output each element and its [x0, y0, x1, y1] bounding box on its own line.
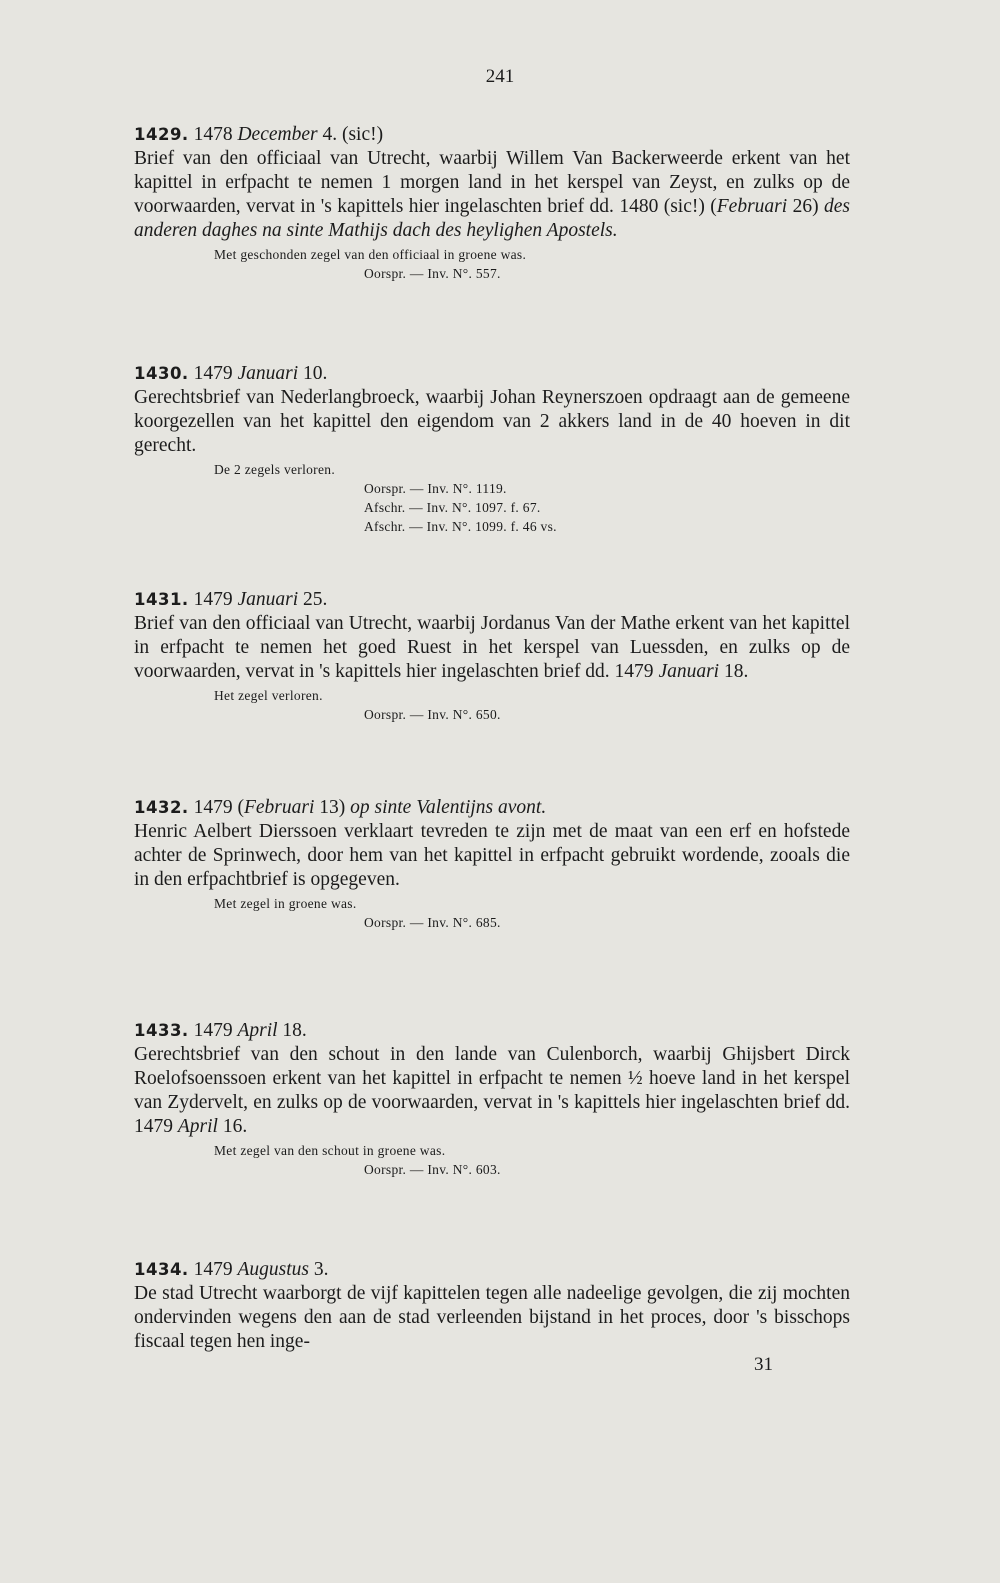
entry-paren: (	[237, 797, 244, 818]
entry-heading	[134, 123, 850, 147]
entry-1431	[134, 588, 850, 724]
entry-day: 3.	[313, 1259, 329, 1280]
entry-day: 25.	[303, 589, 328, 610]
signature-mark: 31	[754, 1354, 773, 1375]
entry-year: 1479	[193, 1020, 233, 1041]
entry-heading	[134, 362, 850, 386]
entry-number: 1434.	[134, 1260, 189, 1279]
entry-text	[134, 612, 850, 684]
entry-year: 1479	[193, 1259, 233, 1280]
entry-day: 4.	[322, 124, 338, 145]
entry-text-part: Brief van den officiaal van Utrecht, waarbij Willem Van Backerweerde erkent van het kapittel in erfpacht te nemen 1 morgen land in het kerspel van Zeyst, en zulks op de voorwaarden, vervat in 's kapittels hier ingelaschten brief dd. 1480 (sic!) (	[134, 148, 850, 217]
entry-text	[134, 147, 850, 243]
entry-text-part: Gerechtsbrief van den schout in den lande van Culenborch, waarbij Ghijsbert Dirck Roelofsoenssoen erkent van het kapittel in erfpacht te nemen ½ hoeve land in het kerspel van Zydervelt, en zulks op de voorwaarden, vervat in 's kapittels hier ingelaschten brief dd. 1479	[134, 1044, 850, 1137]
entry-month: Augustus	[237, 1259, 309, 1280]
entry-date-extra: (sic!)	[341, 124, 384, 145]
entry-text: Henric Aelbert Dierssoen verklaart tevreden te zijn met de maat van een erf en hofstede achter de Sprinwech, door hem van het kapittel in erfpacht gebruikt wordende, zooals die in den erfpachtbrief is opgegeven.	[134, 821, 850, 890]
entry-text-part: Brief van den officiaal van Utrecht, waarbij Jordanus Van der Mathe erkent van het kapittel in erfpacht te nemen het goed Ruest in het kerspel van Luessden, en zulks op de voorwaarden, vervat in 's kapittels hier ingelaschten brief dd. 1479	[134, 613, 850, 682]
entry-day: 10.	[303, 363, 328, 384]
entry-month: Januari	[237, 363, 299, 384]
seal-note: Het zegel verloren.	[214, 688, 323, 703]
entry-number: 1429.	[134, 125, 189, 144]
entry-month: April	[237, 1020, 278, 1041]
entry-text-italic: Februari	[716, 196, 788, 217]
entry-month: December	[237, 124, 318, 145]
entry-text-italic: Januari	[658, 661, 720, 682]
entry-text: De stad Utrecht waarborgt de vijf kapittelen tegen alle nadeelige gevolgen, die zij mochten ondervinden wegens den aan de stad verleenden bijstand in het proces, door 's bisschops fiscaal tegen hen inge-	[134, 1283, 850, 1352]
seal-note: De 2 zegels verloren.	[214, 462, 335, 477]
entry-number: 1430.	[134, 364, 189, 383]
source-reference: Oorspr. — Inv. N°. 685.	[364, 915, 501, 930]
entry-number: 1431.	[134, 590, 189, 609]
entry-number: 1433.	[134, 1021, 189, 1040]
entry-1430	[134, 362, 850, 536]
entry-text-part: 16.	[217, 1116, 248, 1137]
source-reference: Oorspr. — Inv. N°. 557.	[364, 266, 501, 281]
entry-heading	[134, 1019, 850, 1043]
entry-month: Januari	[237, 589, 299, 610]
entry-heading	[134, 1258, 850, 1282]
entry-text-italic: des anderen daghes na sinte Mathijs dach des heylighen Apostels.	[134, 196, 850, 241]
entry-day: 13)	[319, 797, 346, 818]
entry-year: 1478	[193, 124, 233, 145]
page-number: 241	[485, 66, 515, 87]
entry-year: 1479	[193, 589, 233, 610]
seal-note: Met geschonden zegel van den officiaal in groene was.	[214, 247, 527, 262]
entry-year: 1479	[193, 363, 233, 384]
entry-day: 18.	[282, 1020, 307, 1041]
entry-1429	[134, 123, 850, 283]
entry-1432	[134, 796, 850, 932]
source-reference: Afschr. — Inv. N°. 1099. f. 46 vs.	[364, 519, 557, 534]
entry-text-part: 18.	[719, 661, 749, 682]
entry-1433	[134, 1019, 850, 1179]
source-reference: Oorspr. — Inv. N°. 1119.	[364, 481, 507, 496]
entry-month: Februari	[243, 797, 315, 818]
entry-text-italic: April	[177, 1116, 218, 1137]
entry-text-part: 26)	[787, 196, 824, 217]
seal-note: Met zegel van den schout in groene was.	[214, 1143, 446, 1158]
entry-number: 1432.	[134, 798, 189, 817]
entry-heading	[134, 588, 850, 612]
entry-heading	[134, 796, 850, 820]
entry-date-extra: op sinte Valentijns avont.	[350, 797, 547, 818]
source-reference: Oorspr. — Inv. N°. 650.	[364, 707, 501, 722]
entry-1434	[134, 1258, 850, 1354]
entry-text: Gerechtsbrief van Nederlangbroeck, waarbij Johan Reynerszoen opdraagt aan de gemeene koorgezellen van het kapittel den eigendom van 2 akkers land in de 40 hoeven in dit gerecht.	[134, 387, 850, 456]
source-reference: Afschr. — Inv. N°. 1097. f. 67.	[364, 500, 541, 515]
source-reference: Oorspr. — Inv. N°. 603.	[364, 1162, 501, 1177]
entry-text	[134, 1043, 850, 1139]
seal-note: Met zegel in groene was.	[214, 896, 357, 911]
entry-year: 1479	[193, 797, 233, 818]
